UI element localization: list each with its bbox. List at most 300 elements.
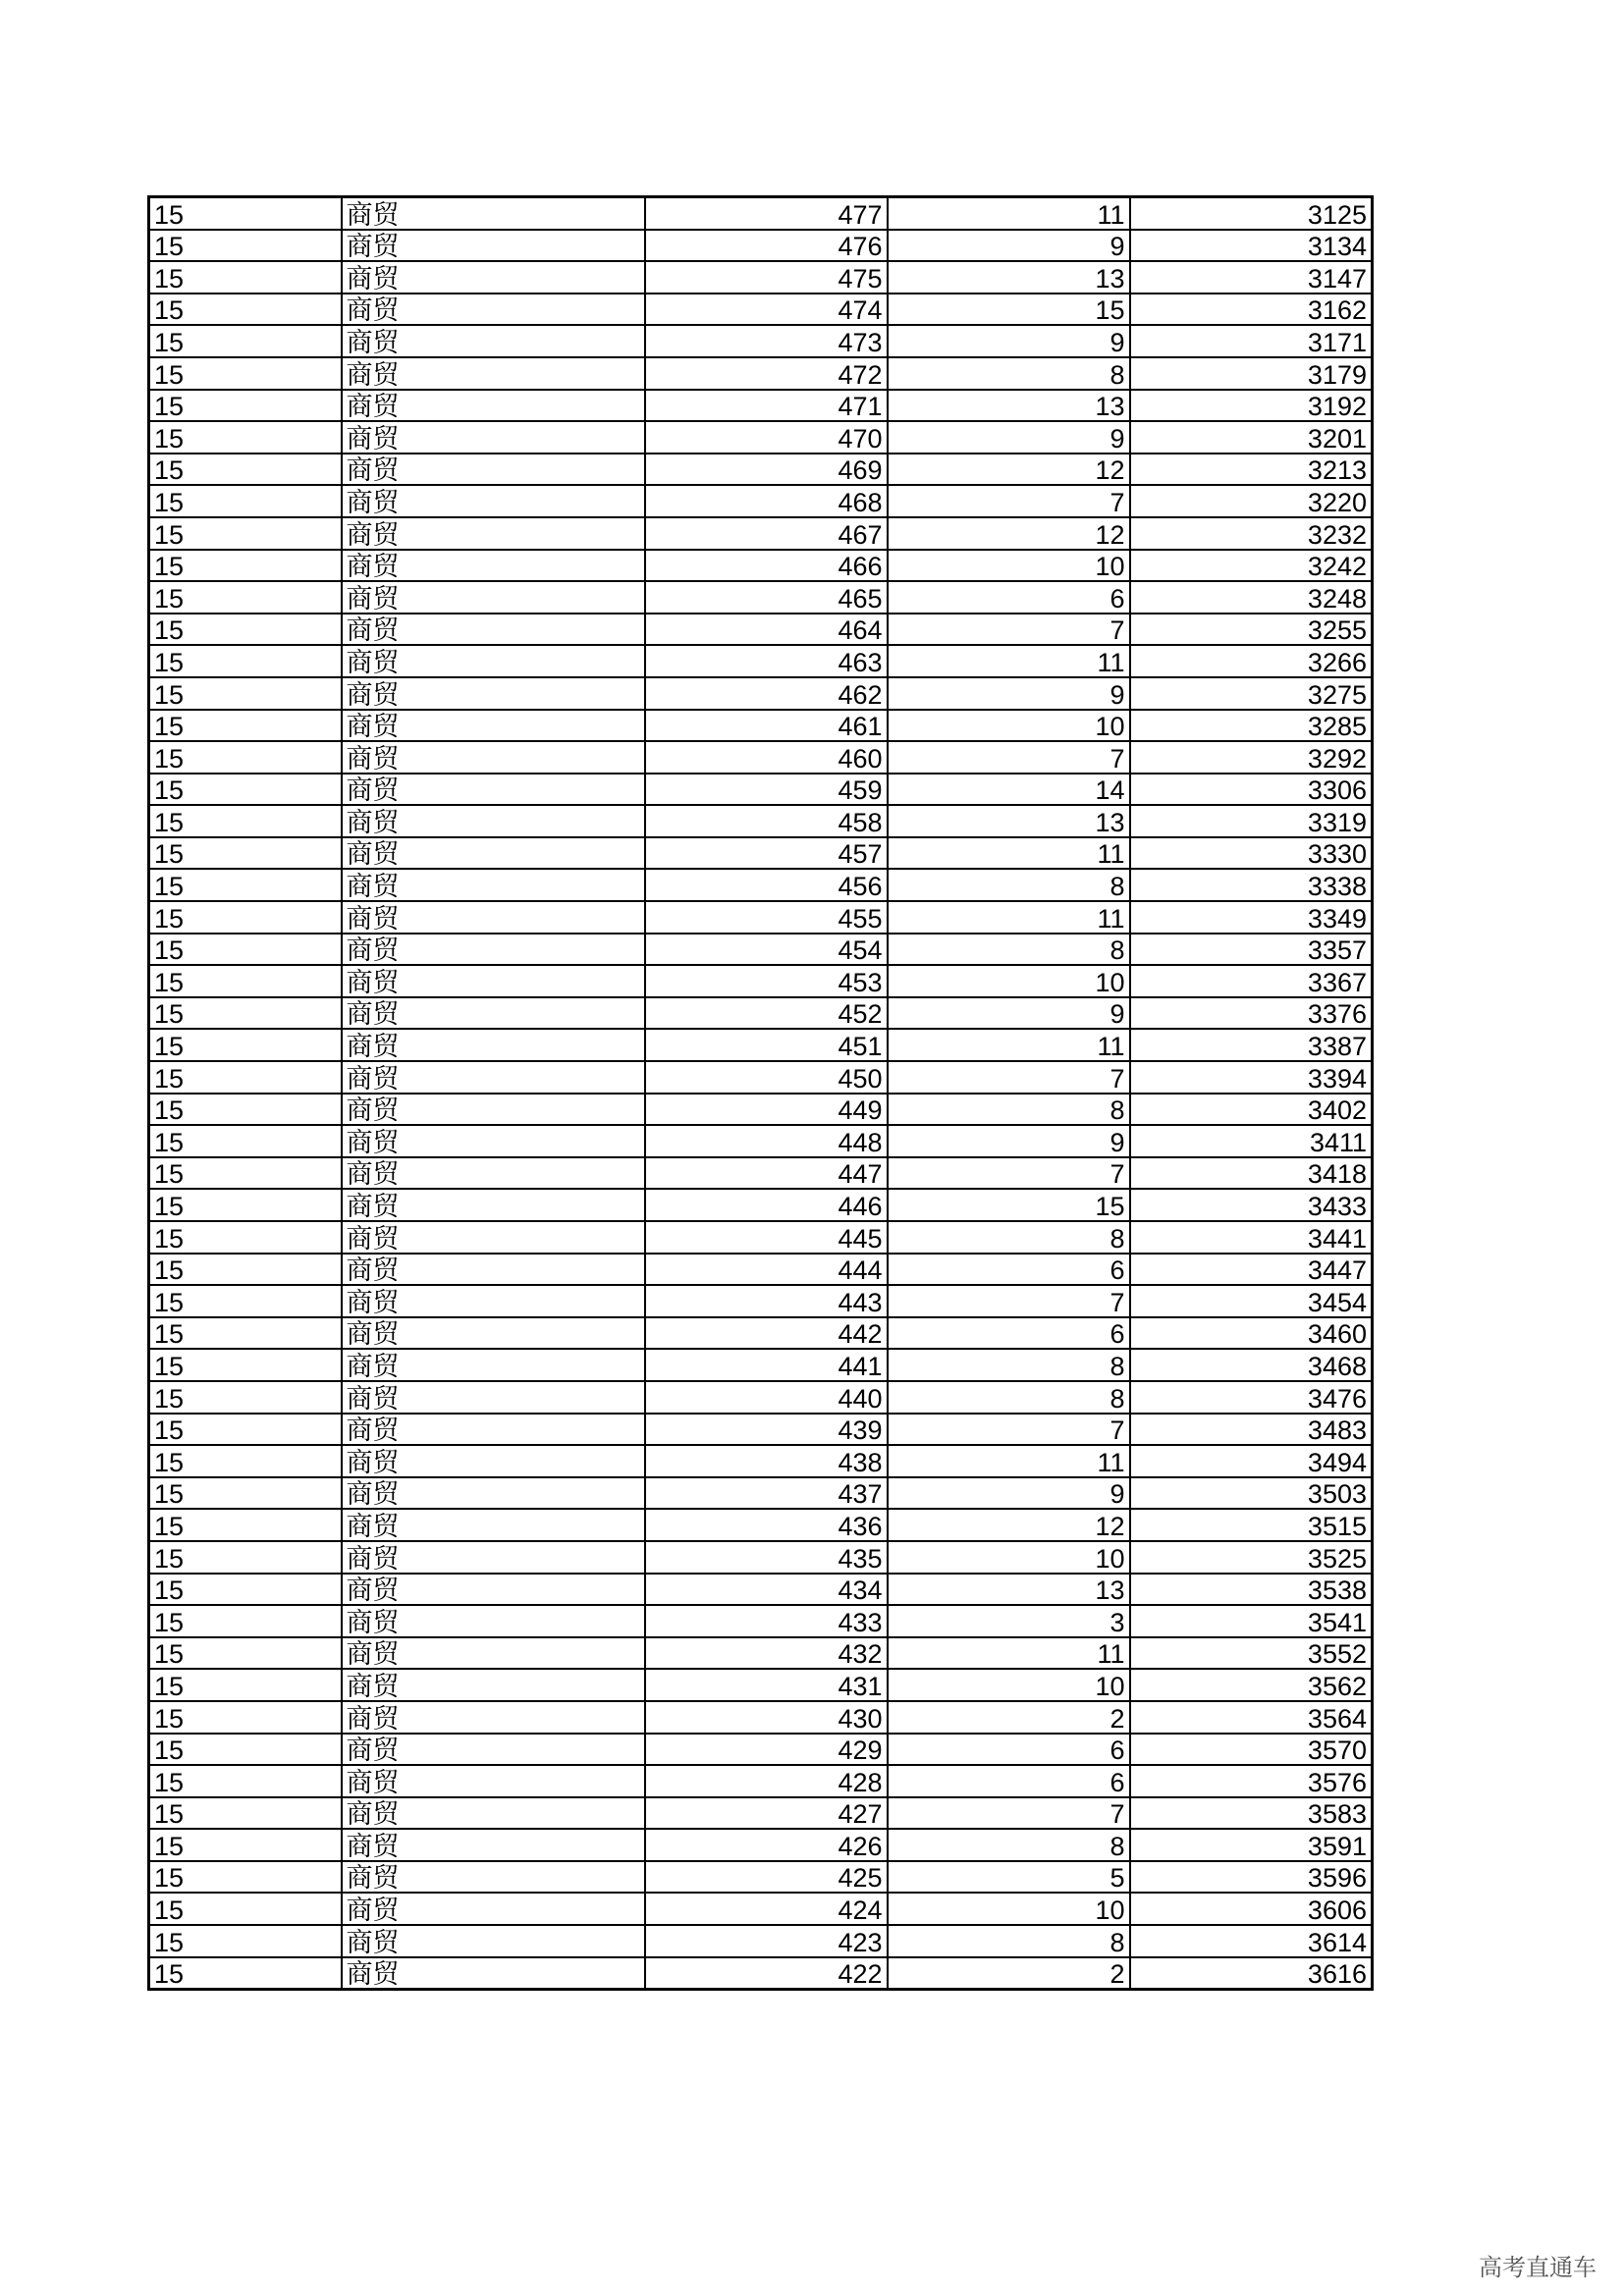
watermark-text: 高考直通车 <box>1479 2254 1597 2281</box>
cumulative-cell: 3538 <box>1130 1574 1373 1606</box>
table-row <box>149 1957 1373 1990</box>
category-cell: 商贸 <box>342 230 645 262</box>
code-cell: 15 <box>149 230 342 262</box>
cumulative-cell: 3162 <box>1130 294 1373 326</box>
cumulative-cell: 3319 <box>1130 805 1373 837</box>
cumulative-cell: 3616 <box>1130 1957 1373 1990</box>
cumulative-cell: 3367 <box>1130 965 1373 997</box>
table-row <box>149 901 1373 934</box>
table-row <box>149 1445 1373 1477</box>
code-cell: 15 <box>149 869 342 901</box>
score-cell: 462 <box>645 677 888 710</box>
code-cell: 15 <box>149 1861 342 1894</box>
category-cell: 商贸 <box>342 1061 645 1094</box>
table-row <box>149 1061 1373 1094</box>
count-cell: 12 <box>888 454 1130 486</box>
count-cell: 9 <box>888 677 1130 710</box>
category-cell: 商贸 <box>342 710 645 742</box>
category-cell: 商贸 <box>342 357 645 390</box>
score-cell: 438 <box>645 1445 888 1477</box>
cumulative-cell: 3552 <box>1130 1637 1373 1670</box>
category-cell: 商贸 <box>342 390 645 422</box>
code-cell: 15 <box>149 1509 342 1541</box>
cumulative-cell: 3591 <box>1130 1829 1373 1861</box>
score-cell: 450 <box>645 1061 888 1094</box>
score-cell: 452 <box>645 997 888 1030</box>
code-cell: 15 <box>149 485 342 517</box>
count-cell: 11 <box>888 1637 1130 1670</box>
cumulative-cell: 3232 <box>1130 517 1373 550</box>
count-cell: 2 <box>888 1957 1130 1990</box>
score-cell: 471 <box>645 390 888 422</box>
table-row <box>149 1669 1373 1701</box>
code-cell: 15 <box>149 1254 342 1286</box>
score-cell: 436 <box>645 1509 888 1541</box>
code-cell: 15 <box>149 421 342 454</box>
code-cell: 15 <box>149 1189 342 1221</box>
count-cell: 9 <box>888 325 1130 357</box>
count-cell: 7 <box>888 614 1130 646</box>
table-row <box>149 1349 1373 1381</box>
table-row <box>149 645 1373 677</box>
count-cell: 7 <box>888 741 1130 774</box>
code-cell: 15 <box>149 1701 342 1734</box>
category-cell: 商贸 <box>342 1125 645 1157</box>
category-cell: 商贸 <box>342 1477 645 1510</box>
table-row <box>149 1701 1373 1734</box>
category-cell: 商贸 <box>342 1957 645 1990</box>
category-cell: 商贸 <box>342 1157 645 1190</box>
count-cell: 9 <box>888 1477 1130 1510</box>
count-cell: 9 <box>888 997 1130 1030</box>
category-cell: 商贸 <box>342 805 645 837</box>
table-row <box>149 1861 1373 1894</box>
score-cell: 448 <box>645 1125 888 1157</box>
code-cell: 15 <box>149 1925 342 1957</box>
cumulative-cell: 3418 <box>1130 1157 1373 1190</box>
cumulative-cell: 3171 <box>1130 325 1373 357</box>
score-cell: 427 <box>645 1797 888 1830</box>
table-row <box>149 965 1373 997</box>
count-cell: 11 <box>888 1029 1130 1061</box>
table-row <box>149 1574 1373 1606</box>
count-cell: 7 <box>888 1061 1130 1094</box>
category-cell: 商贸 <box>342 934 645 966</box>
category-cell: 商贸 <box>342 325 645 357</box>
cumulative-cell: 3433 <box>1130 1189 1373 1221</box>
category-cell: 商贸 <box>342 837 645 870</box>
score-cell: 477 <box>645 197 888 230</box>
count-cell: 6 <box>888 581 1130 614</box>
table-row <box>149 1221 1373 1254</box>
score-cell: 467 <box>645 517 888 550</box>
score-cell: 469 <box>645 454 888 486</box>
cumulative-cell: 3387 <box>1130 1029 1373 1061</box>
category-cell: 商贸 <box>342 1797 645 1830</box>
table-row <box>149 1797 1373 1830</box>
category-cell: 商贸 <box>342 965 645 997</box>
count-cell: 10 <box>888 550 1130 582</box>
category-cell: 商贸 <box>342 677 645 710</box>
category-cell: 商贸 <box>342 1541 645 1574</box>
table-row <box>149 741 1373 774</box>
count-cell: 8 <box>888 1349 1130 1381</box>
code-cell: 15 <box>149 1637 342 1670</box>
category-cell: 商贸 <box>342 485 645 517</box>
count-cell: 7 <box>888 485 1130 517</box>
table-row <box>149 1285 1373 1317</box>
category-cell: 商贸 <box>342 1637 645 1670</box>
cumulative-cell: 3447 <box>1130 1254 1373 1286</box>
score-cell: 431 <box>645 1669 888 1701</box>
code-cell: 15 <box>149 614 342 646</box>
code-cell: 15 <box>149 1285 342 1317</box>
count-cell: 13 <box>888 261 1130 294</box>
score-cell: 447 <box>645 1157 888 1190</box>
count-cell: 12 <box>888 1509 1130 1541</box>
score-cell: 454 <box>645 934 888 966</box>
count-cell: 6 <box>888 1765 1130 1797</box>
category-cell: 商贸 <box>342 869 645 901</box>
code-cell: 15 <box>149 1221 342 1254</box>
score-table <box>147 195 1374 1991</box>
count-cell: 10 <box>888 965 1130 997</box>
score-cell: 435 <box>645 1541 888 1574</box>
table-row <box>149 1254 1373 1286</box>
cumulative-cell: 3125 <box>1130 197 1373 230</box>
category-cell: 商贸 <box>342 1574 645 1606</box>
cumulative-cell: 3454 <box>1130 1285 1373 1317</box>
cumulative-cell: 3213 <box>1130 454 1373 486</box>
code-cell: 15 <box>149 1957 342 1990</box>
table-row <box>149 1094 1373 1126</box>
score-cell: 432 <box>645 1637 888 1670</box>
cumulative-cell: 3376 <box>1130 997 1373 1030</box>
count-cell: 9 <box>888 1125 1130 1157</box>
score-cell: 470 <box>645 421 888 454</box>
count-cell: 8 <box>888 934 1130 966</box>
code-cell: 15 <box>149 710 342 742</box>
code-cell: 15 <box>149 581 342 614</box>
category-cell: 商贸 <box>342 997 645 1030</box>
cumulative-cell: 3338 <box>1130 869 1373 901</box>
count-cell: 8 <box>888 1221 1130 1254</box>
score-cell: 433 <box>645 1605 888 1637</box>
count-cell: 8 <box>888 1094 1130 1126</box>
table-row <box>149 294 1373 326</box>
score-cell: 422 <box>645 1957 888 1990</box>
category-cell: 商贸 <box>342 1893 645 1925</box>
table-row <box>149 1029 1373 1061</box>
cumulative-cell: 3583 <box>1130 1797 1373 1830</box>
category-cell: 商贸 <box>342 261 645 294</box>
code-cell: 15 <box>149 294 342 326</box>
table-row <box>149 1125 1373 1157</box>
score-cell: 472 <box>645 357 888 390</box>
cumulative-cell: 3576 <box>1130 1765 1373 1797</box>
score-cell: 444 <box>645 1254 888 1286</box>
code-cell: 15 <box>149 901 342 934</box>
score-cell: 424 <box>645 1893 888 1925</box>
category-cell: 商贸 <box>342 454 645 486</box>
category-cell: 商贸 <box>342 741 645 774</box>
code-cell: 15 <box>149 1765 342 1797</box>
table-row <box>149 197 1373 230</box>
score-cell: 434 <box>645 1574 888 1606</box>
score-cell: 476 <box>645 230 888 262</box>
score-cell: 453 <box>645 965 888 997</box>
score-cell: 464 <box>645 614 888 646</box>
score-cell: 430 <box>645 1701 888 1734</box>
code-cell: 15 <box>149 741 342 774</box>
category-cell: 商贸 <box>342 1414 645 1446</box>
category-cell: 商贸 <box>342 197 645 230</box>
count-cell: 7 <box>888 1285 1130 1317</box>
code-cell: 15 <box>149 1734 342 1766</box>
cumulative-cell: 3394 <box>1130 1061 1373 1094</box>
category-cell: 商贸 <box>342 614 645 646</box>
count-cell: 13 <box>888 805 1130 837</box>
table-row <box>149 517 1373 550</box>
category-cell: 商贸 <box>342 581 645 614</box>
table-row <box>149 454 1373 486</box>
table-row <box>149 1765 1373 1797</box>
category-cell: 商贸 <box>342 1701 645 1734</box>
category-cell: 商贸 <box>342 1509 645 1541</box>
code-cell: 15 <box>149 1157 342 1190</box>
score-cell: 468 <box>645 485 888 517</box>
count-cell: 13 <box>888 1574 1130 1606</box>
cumulative-cell: 3201 <box>1130 421 1373 454</box>
category-cell: 商贸 <box>342 550 645 582</box>
count-cell: 11 <box>888 901 1130 934</box>
code-cell: 15 <box>149 645 342 677</box>
table-row <box>149 869 1373 901</box>
cumulative-cell: 3596 <box>1130 1861 1373 1894</box>
table-row <box>149 677 1373 710</box>
code-cell: 15 <box>149 1445 342 1477</box>
code-cell: 15 <box>149 357 342 390</box>
table-row <box>149 1509 1373 1541</box>
count-cell: 8 <box>888 1829 1130 1861</box>
score-cell: 455 <box>645 901 888 934</box>
code-cell: 15 <box>149 1381 342 1414</box>
code-cell: 15 <box>149 1317 342 1350</box>
code-cell: 15 <box>149 517 342 550</box>
score-cell: 449 <box>645 1094 888 1126</box>
table-row <box>149 997 1373 1030</box>
category-cell: 商贸 <box>342 1254 645 1286</box>
category-cell: 商贸 <box>342 1765 645 1797</box>
cumulative-cell: 3541 <box>1130 1605 1373 1637</box>
score-cell: 473 <box>645 325 888 357</box>
category-cell: 商贸 <box>342 1605 645 1637</box>
score-cell: 459 <box>645 774 888 806</box>
score-cell: 474 <box>645 294 888 326</box>
cumulative-cell: 3275 <box>1130 677 1373 710</box>
score-cell: 439 <box>645 1414 888 1446</box>
table-row <box>149 1734 1373 1766</box>
count-cell: 7 <box>888 1414 1130 1446</box>
table-row <box>149 325 1373 357</box>
cumulative-cell: 3515 <box>1130 1509 1373 1541</box>
table-body <box>149 197 1373 1990</box>
code-cell: 15 <box>149 1893 342 1925</box>
code-cell: 15 <box>149 805 342 837</box>
cumulative-cell: 3306 <box>1130 774 1373 806</box>
cumulative-cell: 3179 <box>1130 357 1373 390</box>
code-cell: 15 <box>149 550 342 582</box>
count-cell: 7 <box>888 1157 1130 1190</box>
category-cell: 商贸 <box>342 1734 645 1766</box>
score-cell: 441 <box>645 1349 888 1381</box>
score-cell: 465 <box>645 581 888 614</box>
table-row <box>149 357 1373 390</box>
score-cell: 446 <box>645 1189 888 1221</box>
cumulative-cell: 3614 <box>1130 1925 1373 1957</box>
table-row <box>149 550 1373 582</box>
count-cell: 5 <box>888 1861 1130 1894</box>
category-cell: 商贸 <box>342 774 645 806</box>
category-cell: 商贸 <box>342 1445 645 1477</box>
code-cell: 15 <box>149 1541 342 1574</box>
table-row <box>149 1637 1373 1670</box>
code-cell: 15 <box>149 325 342 357</box>
table-row <box>149 1893 1373 1925</box>
count-cell: 15 <box>888 1189 1130 1221</box>
category-cell: 商贸 <box>342 1189 645 1221</box>
category-cell: 商贸 <box>342 421 645 454</box>
count-cell: 10 <box>888 1669 1130 1701</box>
table-row <box>149 1925 1373 1957</box>
count-cell: 11 <box>888 1445 1130 1477</box>
table-row <box>149 774 1373 806</box>
count-cell: 7 <box>888 1797 1130 1830</box>
count-cell: 3 <box>888 1605 1130 1637</box>
score-cell: 426 <box>645 1829 888 1861</box>
count-cell: 11 <box>888 645 1130 677</box>
score-cell: 445 <box>645 1221 888 1254</box>
code-cell: 15 <box>149 1414 342 1446</box>
cumulative-cell: 3525 <box>1130 1541 1373 1574</box>
cumulative-cell: 3460 <box>1130 1317 1373 1350</box>
code-cell: 15 <box>149 1605 342 1637</box>
code-cell: 15 <box>149 837 342 870</box>
code-cell: 15 <box>149 1125 342 1157</box>
count-cell: 6 <box>888 1317 1130 1350</box>
code-cell: 15 <box>149 677 342 710</box>
table-row <box>149 1541 1373 1574</box>
score-cell: 437 <box>645 1477 888 1510</box>
cumulative-cell: 3255 <box>1130 614 1373 646</box>
cumulative-cell: 3562 <box>1130 1669 1373 1701</box>
code-cell: 15 <box>149 934 342 966</box>
table-row <box>149 1381 1373 1414</box>
table-row <box>149 485 1373 517</box>
score-cell: 440 <box>645 1381 888 1414</box>
table-row <box>149 261 1373 294</box>
table-row <box>149 837 1373 870</box>
score-cell: 443 <box>645 1285 888 1317</box>
table-row <box>149 1317 1373 1350</box>
count-cell: 10 <box>888 710 1130 742</box>
score-cell: 456 <box>645 869 888 901</box>
code-cell: 15 <box>149 965 342 997</box>
cumulative-cell: 3248 <box>1130 581 1373 614</box>
category-cell: 商贸 <box>342 1285 645 1317</box>
score-cell: 463 <box>645 645 888 677</box>
category-cell: 商贸 <box>342 1029 645 1061</box>
cumulative-cell: 3266 <box>1130 645 1373 677</box>
score-cell: 429 <box>645 1734 888 1766</box>
cumulative-cell: 3468 <box>1130 1349 1373 1381</box>
count-cell: 15 <box>888 294 1130 326</box>
score-cell: 451 <box>645 1029 888 1061</box>
count-cell: 6 <box>888 1734 1130 1766</box>
table-row <box>149 1829 1373 1861</box>
count-cell: 9 <box>888 230 1130 262</box>
category-cell: 商贸 <box>342 1317 645 1350</box>
count-cell: 8 <box>888 1925 1130 1957</box>
cumulative-cell: 3494 <box>1130 1445 1373 1477</box>
code-cell: 15 <box>149 1829 342 1861</box>
table-row <box>149 581 1373 614</box>
category-cell: 商贸 <box>342 901 645 934</box>
count-cell: 11 <box>888 197 1130 230</box>
cumulative-cell: 3503 <box>1130 1477 1373 1510</box>
score-cell: 466 <box>645 550 888 582</box>
code-cell: 15 <box>149 454 342 486</box>
code-cell: 15 <box>149 390 342 422</box>
code-cell: 15 <box>149 1574 342 1606</box>
cumulative-cell: 3192 <box>1130 390 1373 422</box>
cumulative-cell: 3349 <box>1130 901 1373 934</box>
code-cell: 15 <box>149 1669 342 1701</box>
count-cell: 6 <box>888 1254 1130 1286</box>
cumulative-cell: 3147 <box>1130 261 1373 294</box>
cumulative-cell: 3357 <box>1130 934 1373 966</box>
category-cell: 商贸 <box>342 1861 645 1894</box>
code-cell: 15 <box>149 1061 342 1094</box>
cumulative-cell: 3134 <box>1130 230 1373 262</box>
table-row <box>149 1189 1373 1221</box>
category-cell: 商贸 <box>342 1221 645 1254</box>
code-cell: 15 <box>149 1477 342 1510</box>
category-cell: 商贸 <box>342 1829 645 1861</box>
score-cell: 423 <box>645 1925 888 1957</box>
category-cell: 商贸 <box>342 517 645 550</box>
count-cell: 14 <box>888 774 1130 806</box>
cumulative-cell: 3570 <box>1130 1734 1373 1766</box>
code-cell: 15 <box>149 1029 342 1061</box>
count-cell: 10 <box>888 1893 1130 1925</box>
score-cell: 458 <box>645 805 888 837</box>
code-cell: 15 <box>149 197 342 230</box>
cumulative-cell: 3441 <box>1130 1221 1373 1254</box>
cumulative-cell: 3292 <box>1130 741 1373 774</box>
code-cell: 15 <box>149 1094 342 1126</box>
category-cell: 商贸 <box>342 1669 645 1701</box>
table-row <box>149 1605 1373 1637</box>
table-row <box>149 1477 1373 1510</box>
table-row <box>149 934 1373 966</box>
category-cell: 商贸 <box>342 294 645 326</box>
table-row <box>149 710 1373 742</box>
count-cell: 2 <box>888 1701 1130 1734</box>
category-cell: 商贸 <box>342 1349 645 1381</box>
cumulative-cell: 3411 <box>1130 1125 1373 1157</box>
score-cell: 457 <box>645 837 888 870</box>
